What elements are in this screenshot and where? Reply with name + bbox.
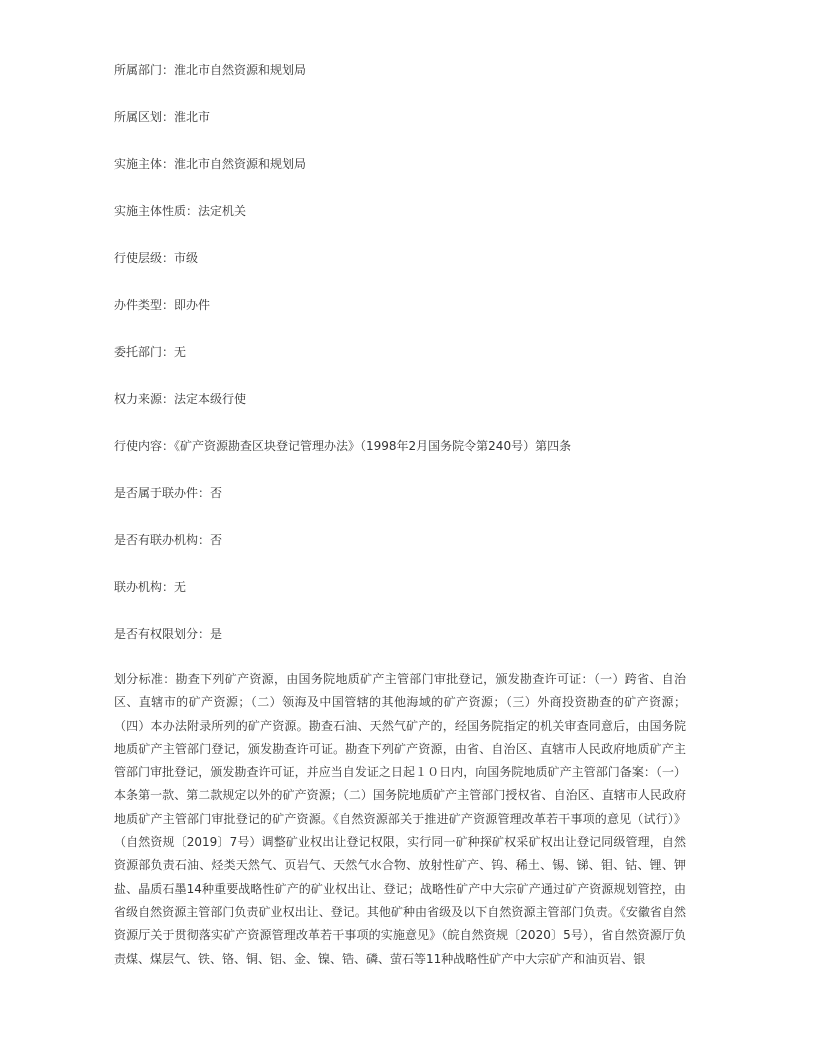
field-is-joint-case: 是否属于联办件：否	[114, 486, 223, 500]
field-exercise-content: 行使内容：《矿产资源勘查区块登记管理办法》（1998年2月国务院令第240号）第四条	[114, 439, 572, 453]
field-division-standard: 划分标准：勘查下列矿产资源，由国务院地质矿产主管部门审批登记，颁发勘查许可证：（一）跨省、自治区、直辖市的矿产资源；（二）领海及中国管辖的其他海域的矿产资源；（三）外商投资勘查的矿产资源；（四）本办法附录所列的矿产资源。勘查石油、天然气矿产的，经国务院指定的机关审查同意后，由国务院地质矿产主管部门登记，颁发勘查许可证。勘查下列矿产资源，由省、自治区、直辖市人民政府地质矿产主管部门审批登记，颁发勘查许可证，并应当自发证之日起１０日内，向国务院地质矿产主管部门备案：（一）本条第一款、第二款规定以外的矿产资源；（二）国务院地质矿产主管部门授权省、自治区、直辖市人民政府地质矿产主管部门审批登记的矿产资源。《自然资源部关于推进矿产资源管理改革若干事项的意见（试行）》（自然资规〔2019〕7号）调整矿业权出让登记权限，实行同一矿种探矿权采矿权出让登记同级管理，自然资源部负责石油、烃类天然气、页岩气、天然气水合物、放射性矿产、钨、稀土、锡、锑、钼、钴、锂、钾盐、晶质石墨14种重要战略性矿产的矿业权出让、登记；战略性矿产中大宗矿产通过矿产资源规划管控，由省级自然资源主管部门负责矿业权出让、登记。其他矿种由省级及以下自然资源主管部门负责。《安徽省自然资源厅关于贯彻落实矿产资源管理改革若干事项的实施意见》（皖自然资规〔2020〕5号），省自然资源厅负责煤、煤层气、铁、铬、铜、铝、金、镍、锆、磷、萤石等11种战略性矿产中大宗矿产和油页岩、银	[114, 672, 686, 966]
field-exercise-level: 行使层级：市级	[114, 251, 199, 265]
field-region: 所属区划：淮北市	[114, 110, 211, 124]
field-entrusted-department: 委托部门：无	[114, 345, 187, 359]
field-department: 所属部门：淮北市自然资源和规划局	[114, 63, 307, 77]
field-has-authority-division: 是否有权限划分：是	[114, 627, 223, 641]
field-case-type: 办件类型：即办件	[114, 298, 211, 312]
field-has-joint-agency: 是否有联办机构：否	[114, 533, 223, 547]
field-joint-agency: 联办机构：无	[114, 580, 187, 594]
field-implementing-body: 实施主体：淮北市自然资源和规划局	[114, 157, 307, 171]
field-power-source: 权力来源：法定本级行使	[114, 392, 247, 406]
field-body-nature: 实施主体性质：法定机关	[114, 204, 247, 218]
